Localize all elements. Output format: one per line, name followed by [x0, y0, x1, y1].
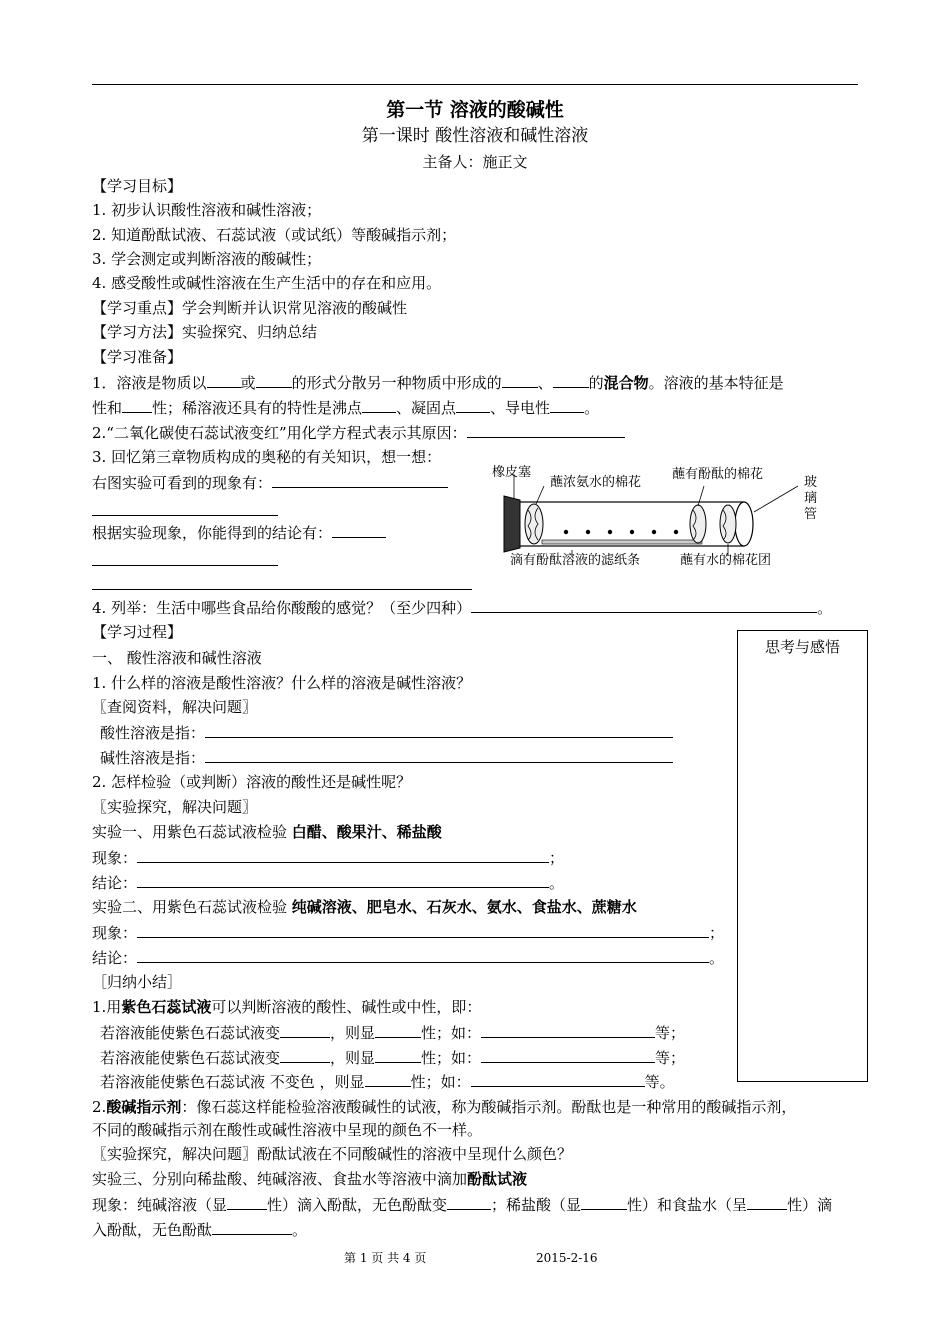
blank[interactable] [205, 722, 673, 738]
prep-q4: 4. 列举：生活中哪些食品给你酸酸的感觉？（至少四种） 。 [92, 599, 833, 617]
blank[interactable] [447, 1194, 491, 1210]
blank[interactable] [256, 372, 292, 388]
blank[interactable] [581, 1194, 627, 1210]
blank[interactable] [137, 872, 549, 888]
blank[interactable] [471, 1071, 645, 1087]
acid-definition: 酸性溶液是指： [100, 722, 673, 743]
blank[interactable] [212, 1219, 292, 1235]
page-number: 第 1 页 共 4 页 [344, 1251, 427, 1265]
author: 主备人：施正文 [422, 153, 528, 171]
blank[interactable] [207, 372, 241, 388]
blank[interactable] [137, 922, 709, 938]
blank[interactable] [137, 847, 549, 863]
blank[interactable] [553, 372, 589, 388]
label-phenol-cotton: 蘸有酚酞的棉花 [672, 467, 764, 482]
prep-q3-conclusion: 根据实验现象，你能得到的结论有： [92, 522, 386, 543]
label-stopper: 橡皮塞 [492, 465, 532, 480]
explore-2: 〖实验探究，解决问题〗酚酞试液在不同酸碱性的溶液中呈现什么颜色？ [92, 1145, 573, 1163]
prep-q2: 2.“二氧化碳使石蕊试液变红”用化学方程式表示其原因： [92, 422, 625, 443]
blank[interactable] [272, 472, 448, 488]
blank[interactable] [365, 1071, 411, 1087]
exp1-conclusion: 结论： 。 [92, 874, 565, 892]
blank[interactable] [227, 1194, 267, 1210]
blank[interactable] [747, 1194, 787, 1210]
summary-2: 2.酸碱指示剂：像石蕊这样能检验溶液酸碱性的试液，称为酸碱指示剂。酚酞也是一种常用的酸碱指示剂， [92, 1098, 797, 1116]
blank[interactable] [471, 597, 817, 613]
exp2-conclusion: 结论： 。 [92, 949, 725, 967]
prep-q3-phenomenon: 右图实验可看到的现象有： [92, 472, 448, 493]
answer-line[interactable] [92, 589, 472, 590]
process-q1: 1. 什么样的溶液是酸性溶液？什么样的溶液是碱性溶液？ [92, 674, 472, 692]
exp2-phenomenon: 现象： ； [92, 924, 725, 942]
page-title: 第一节 溶液的酸碱性 [386, 99, 564, 121]
blank[interactable] [550, 397, 584, 413]
experiment-2: 实验二、用紫色石蕊试液检验 纯碱溶液、肥皂水、石灰水、氨水、食盐水、蔗糖水 [92, 898, 637, 916]
goal-item: 4. 感受酸性或碱性溶液在生产生活中的存在和应用。 [92, 274, 442, 292]
filter-paper-strip [542, 540, 702, 544]
lookup-label: 〖查阅资料，解决问题〗 [92, 698, 258, 716]
blank[interactable] [467, 422, 625, 438]
rule-2: 若溶液能使紫色石蕊试液变 ，则显 性；如： 等； [100, 1049, 686, 1067]
goal-item: 3. 学会测定或判断溶液的酸碱性； [92, 250, 322, 268]
section-1-title: 一、 酸性溶液和碱性溶液 [92, 649, 262, 667]
diffusion-experiment-figure [492, 460, 827, 578]
label-glass-tube: 玻 [804, 475, 818, 490]
phenolphthalein-cotton [690, 505, 706, 543]
blank[interactable] [280, 1047, 330, 1063]
exp3-phenomenon: 现象：纯碱溶液（显 性）滴入酚酞，无色酚酞变 ；稀盐酸（显 性）和食盐水（呈 性）滴 [92, 1196, 833, 1214]
glass-tube [518, 502, 744, 546]
exp1-phenomenon: 现象： ； [92, 849, 565, 867]
experiment-3: 实验三、分别向稀盐酸、纯碱溶液、食盐水等溶液中滴加酚酞试液 [92, 1170, 528, 1188]
reflection-box[interactable] [737, 630, 868, 1082]
top-rule [92, 84, 858, 85]
blank[interactable] [205, 747, 673, 763]
summary-label: ［归纳小结］ [92, 973, 183, 991]
water-cotton [720, 505, 736, 543]
blank[interactable] [481, 1022, 655, 1038]
rubber-stopper [504, 496, 520, 552]
blank[interactable] [280, 1022, 330, 1038]
goals-heading: 【学习目标】 [92, 177, 183, 195]
blank[interactable] [375, 1047, 421, 1063]
rule-1: 若溶液能使紫色石蕊试液变 ，则显 性；如： 等； [100, 1024, 686, 1042]
base-definition: 碱性溶液是指： [100, 747, 673, 768]
ammonia-cotton [525, 504, 543, 544]
process-q2: 2. 怎样检验（或判断）溶液的酸性还是碱性呢？ [92, 773, 412, 791]
summary-1: 1.用紫色石蕊试液可以判断溶液的酸性、碱性或中性，即： [92, 998, 482, 1016]
label-glass-tube: 管 [804, 507, 818, 522]
date: 2015-2-16 [536, 1251, 598, 1265]
prep-q1-line2: 性和 性；稀溶液还具有的特性是沸点 、凝固点 、导电性 。 [92, 399, 600, 417]
blank[interactable] [456, 397, 490, 413]
experiment-1: 实验一、用紫色石蕊试液检验 白醋、酸果汁、稀盐酸 [92, 823, 442, 841]
blank[interactable] [375, 1022, 421, 1038]
goal-item: 2. 知道酚酞试液、石蕊试液（或试纸）等酸碱指示剂； [92, 226, 457, 244]
prep-q3: 3. 回忆第三章物质构成的奥秘的有关知识，想一想： [92, 448, 442, 466]
explore-label: 〖实验探究，解决问题〗 [92, 798, 258, 816]
prep-q1: 1．溶液是物质以 或 的形式分散另一种物质中形成的 、 的混合物。溶液的基本特征是 [92, 374, 784, 392]
answer-line[interactable] [92, 565, 278, 566]
process-heading: 【学习过程】 [92, 623, 183, 641]
answer-line[interactable] [92, 515, 278, 516]
blank[interactable] [481, 1047, 655, 1063]
rule-3: 若溶液能使紫色石蕊试液 不变色 ，则显 性；如： 等。 [100, 1073, 675, 1091]
focus: 【学习重点】学会判断并认识常见溶液的酸碱性 [92, 299, 408, 317]
label-ammonia-cotton: 蘸浓氨水的棉花 [550, 475, 642, 490]
exp3-phenomenon-line2: 入酚酞，无色酚酞 。 [92, 1221, 308, 1239]
label-filter-strip: 滴有酚酞溶液的滤纸条 [510, 553, 641, 568]
blank[interactable] [137, 947, 709, 963]
summary-2-line2: 不同的酸碱指示剂在酸性或碱性溶液中呈现的颜色不一样。 [92, 1121, 483, 1139]
page-subtitle: 第一课时 酸性溶液和碱性溶液 [361, 126, 589, 146]
blank[interactable] [502, 372, 538, 388]
method: 【学习方法】实验探究、归纳总结 [92, 323, 318, 341]
goal-item: 1. 初步认识酸性溶液和碱性溶液； [92, 201, 322, 219]
blank[interactable] [332, 522, 386, 538]
reflection-box-title: 思考与感悟 [764, 638, 840, 656]
prep-heading: 【学习准备】 [92, 348, 183, 366]
blank[interactable] [362, 397, 396, 413]
label-glass-tube: 璃 [804, 491, 818, 506]
tube-end [735, 502, 753, 546]
blank[interactable] [122, 397, 152, 413]
label-water-cotton: 蘸有水的棉花团 [680, 553, 772, 568]
